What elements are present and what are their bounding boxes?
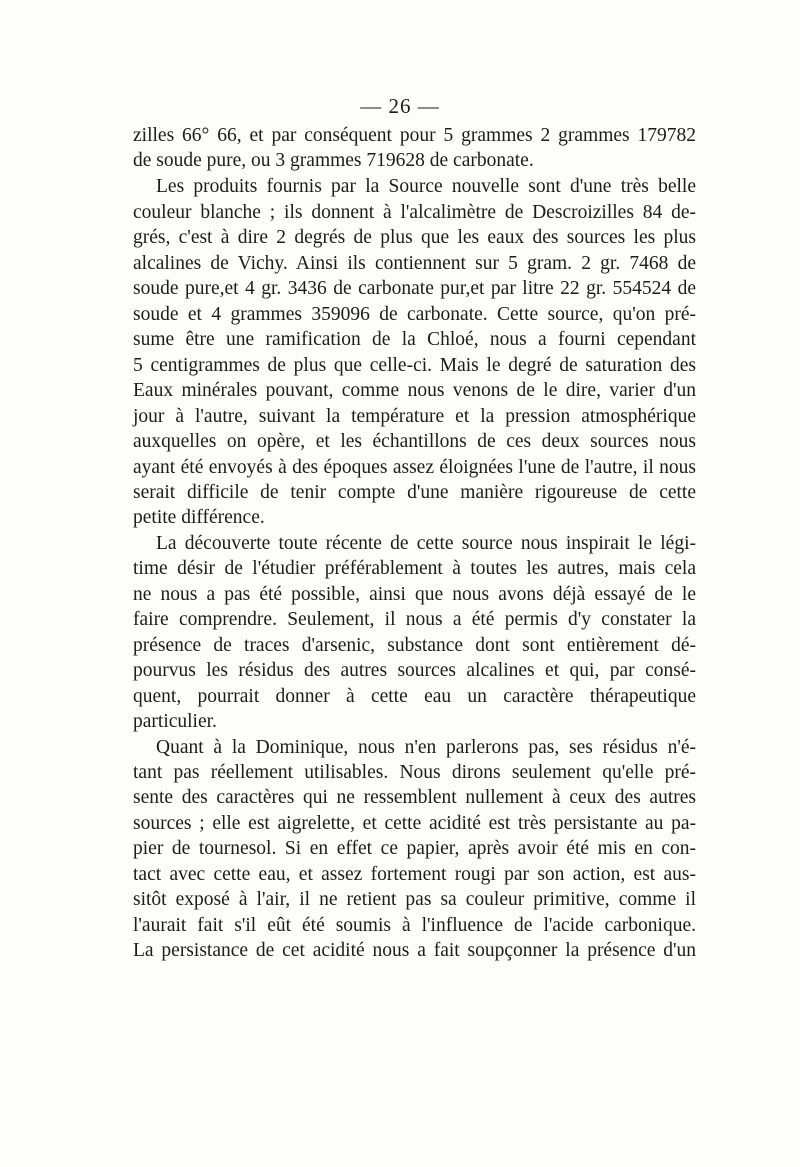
text-line: 5 centigrammes de plus que celle-ci. Mais le degré de saturation des (133, 355, 696, 376)
text-line: sente des caractères qui ne ressemblent nullement à ceux des autres (133, 787, 696, 808)
text-line: auxquelles on opère, et les échantillons de ces deux sources nous (133, 431, 696, 452)
text-line: Les produits fournis par la Source nouvelle sont d'une très belle (156, 176, 696, 197)
text-line: pier de tournesol. Si en effet ce papier, après avoir été mis en con- (133, 838, 696, 859)
text-line: sources ; elle est aigrelette, et cette acidité est très persistante au pa- (133, 813, 696, 834)
text-line: sitôt exposé à l'air, il ne retient pas sa couleur primitive, comme il (133, 889, 696, 910)
text-line: particulier. (133, 711, 217, 732)
text-line: zilles 66° 66, et par conséquent pour 5 grammes 2 grammes 179782 (133, 125, 696, 146)
text-line: ne nous a pas été possible, ainsi que nous avons déjà essayé de le (133, 584, 696, 605)
text-line: alcalines de Vichy. Ainsi ils contiennent sur 5 gram. 2 gr. 7468 de (133, 253, 696, 274)
text-line: quent, pourrait donner à cette eau un caractère thérapeutique (133, 686, 696, 707)
text-line: La découverte toute récente de cette source nous inspirait le légi- (156, 533, 696, 554)
page-number: — 26 — (360, 94, 440, 118)
text-line: serait difficile de tenir compte d'une manière rigoureuse de cette (133, 482, 696, 503)
text-line: soude et 4 grammes 359096 de carbonate. Cette source, qu'on pré- (133, 304, 696, 325)
text-line: ayant été envoyés à des époques assez éloignées l'une de l'autre, il nous (133, 457, 696, 478)
text-line: tact avec cette eau, et assez fortement rougi par son action, est aus- (133, 864, 696, 885)
text-line: Quant à la Dominique, nous n'en parlerons pas, ses résidus n'é- (156, 737, 696, 758)
text-line: présence de traces d'arsenic, substance dont sont entièrement dé- (133, 635, 696, 656)
text-line: La persistance de cet acidité nous a fait soupçonner la présence d'un (133, 940, 696, 961)
text-line: time désir de l'étudier préférablement à toutes les autres, mais cela (133, 558, 696, 579)
text-line: pourvus les résidus des autres sources alcalines et qui, par consé- (133, 660, 696, 681)
text-line: Eaux minérales pouvant, comme nous venons de le dire, varier d'un (133, 380, 696, 401)
text-line: faire comprendre. Seulement, il nous a été permis d'y constater la (133, 609, 696, 630)
text-line: jour à l'autre, suivant la température et la pression atmosphérique (133, 406, 696, 427)
text-line: l'aurait fait s'il eût été soumis à l'influence de l'acide carbonique. (133, 915, 696, 936)
text-line: couleur blanche ; ils donnent à l'alcalimètre de Descroizilles 84 de- (133, 202, 696, 223)
text-line: de soude pure, ou 3 grammes 719628 de carbonate. (133, 150, 534, 171)
text-line: sume être une ramification de la Chloé, nous a fourni cependant (133, 329, 696, 350)
text-line: tant pas réellement utilisables. Nous dirons seulement qu'elle pré- (133, 762, 696, 783)
text-line: grés, c'est à dire 2 degrés de plus que les eaux des sources les plus (133, 227, 696, 248)
text-line: soude pure,et 4 gr. 3436 de carbonate pur,et par litre 22 gr. 554524 de (133, 278, 696, 299)
text-line: petite différence. (133, 507, 265, 528)
